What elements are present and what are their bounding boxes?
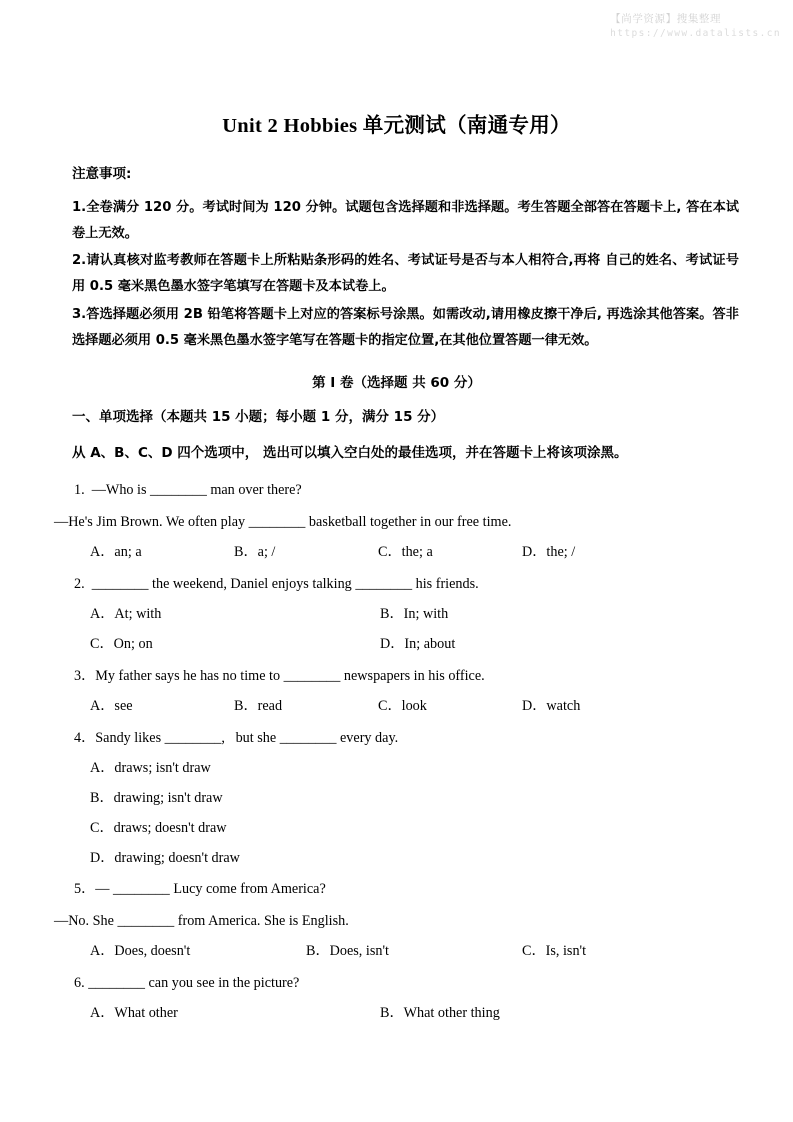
option-row	[90, 849, 739, 869]
option-row	[90, 543, 739, 563]
option-row	[90, 759, 739, 779]
option-row	[90, 819, 739, 839]
section-instruction: 从 A、B、C、D 四个选项中， 选出可以填入空白处的最佳选项，并在答题卡上将该项涂黑。	[72, 445, 628, 462]
question-stem: 4．Sandy likes ________, but she ________ every day.	[74, 729, 399, 746]
option-row	[90, 605, 739, 625]
option-choice[interactable]: A．What other	[90, 1005, 178, 1022]
question-stem-continued: —No. She ________ from America. She is English.	[54, 913, 349, 930]
option-group	[54, 605, 739, 655]
page-title: Unit 2 Hobbies 单元测试（南通专用）	[222, 115, 571, 137]
option-row	[90, 942, 739, 962]
question-item	[54, 573, 739, 655]
option-choice[interactable]: A．an; a	[90, 544, 142, 561]
option-choice[interactable]: C．look	[378, 698, 427, 715]
question-list	[54, 479, 739, 1024]
option-choice[interactable]: D．In; about	[380, 636, 456, 653]
question-item	[54, 479, 739, 563]
option-row	[90, 1004, 739, 1024]
note-item: 3.答选择题必须用 2B 铅笔将答题卡上对应的答案标号涂黑。如需改动,请用橡皮擦干净后, 再选涂其他答案。答非选择题必须用 0.5 毫米黑色墨水签字笔写在答题卡的指定位置,在其他位置答题一律无效。	[72, 306, 739, 348]
option-choice[interactable]: B．Does, isn't	[306, 943, 389, 960]
question-item	[54, 665, 739, 717]
question-stem: 5．— ________ Lucy come from America?	[74, 881, 326, 898]
question-stem: 2. ________ the weekend, Daniel enjoys talking ________ his friends.	[74, 576, 479, 593]
option-choice[interactable]: B．read	[234, 698, 283, 715]
notes-heading: 注意事项:	[72, 166, 132, 182]
option-choice[interactable]: D．the; /	[522, 544, 576, 561]
option-group	[54, 759, 739, 869]
option-group	[54, 942, 739, 962]
option-group	[54, 697, 739, 717]
question-item	[54, 878, 739, 962]
option-choice[interactable]: D．drawing; doesn't draw	[90, 849, 240, 866]
watermark-label: 【尚学资源】搜集整理	[610, 13, 722, 25]
option-choice[interactable]: C．the; a	[378, 544, 433, 561]
question-item	[54, 972, 739, 1024]
option-row	[90, 789, 739, 809]
option-row	[90, 635, 739, 655]
question-stem: 3．My father says he has no time to ________ newspapers in his office.	[74, 668, 485, 685]
option-group	[54, 1004, 739, 1024]
option-choice[interactable]: A．see	[90, 698, 133, 715]
option-choice[interactable]: B．What other thing	[380, 1005, 500, 1022]
option-choice[interactable]: C．Is, isn't	[522, 943, 587, 960]
exam-notes	[54, 162, 739, 353]
question-stem: 6. ________ can you see in the picture?	[74, 975, 300, 992]
section-heading: 一、单项选择（本题共 15 小题；每小题 1 分，满分 15 分）	[72, 409, 445, 426]
option-group	[54, 543, 739, 563]
option-choice[interactable]: C．draws; doesn't draw	[90, 819, 227, 836]
option-choice[interactable]: A．At; with	[90, 606, 162, 623]
question-stem-continued: —He's Jim Brown. We often play ________ basketball together in our free time.	[54, 514, 512, 531]
option-row	[90, 697, 739, 717]
question-item	[54, 727, 739, 869]
option-choice[interactable]: B．a; /	[234, 544, 276, 561]
option-choice[interactable]: B．In; with	[380, 606, 449, 623]
watermark-url: https://www.datalists.cn	[610, 28, 781, 40]
note-item: 1.全卷满分 120 分。考试时间为 120 分钟。试题包含选择题和非选择题。考生答题全部答在答题卡上, 答在本试卷上无效。	[72, 200, 739, 241]
option-choice[interactable]: C．On; on	[90, 636, 153, 653]
paper-part-header: 第 I 卷（选择题 共 60 分）	[312, 375, 481, 392]
question-stem: 1. —Who is ________ man over there?	[74, 482, 302, 499]
note-item: 2.请认真核对监考教师在答题卡上所粘贴条形码的姓名、考试证号是否与本人相符合,再将 自己的姓名、考试证号用 0.5 毫米黑色墨水签字笔填写在答题卡及本试卷上。	[72, 253, 739, 295]
option-choice[interactable]: A．draws; isn't draw	[90, 759, 211, 776]
option-choice[interactable]: D．watch	[522, 698, 581, 715]
option-choice[interactable]: A．Does, doesn't	[90, 943, 191, 960]
option-choice[interactable]: B．drawing; isn't draw	[90, 789, 223, 806]
